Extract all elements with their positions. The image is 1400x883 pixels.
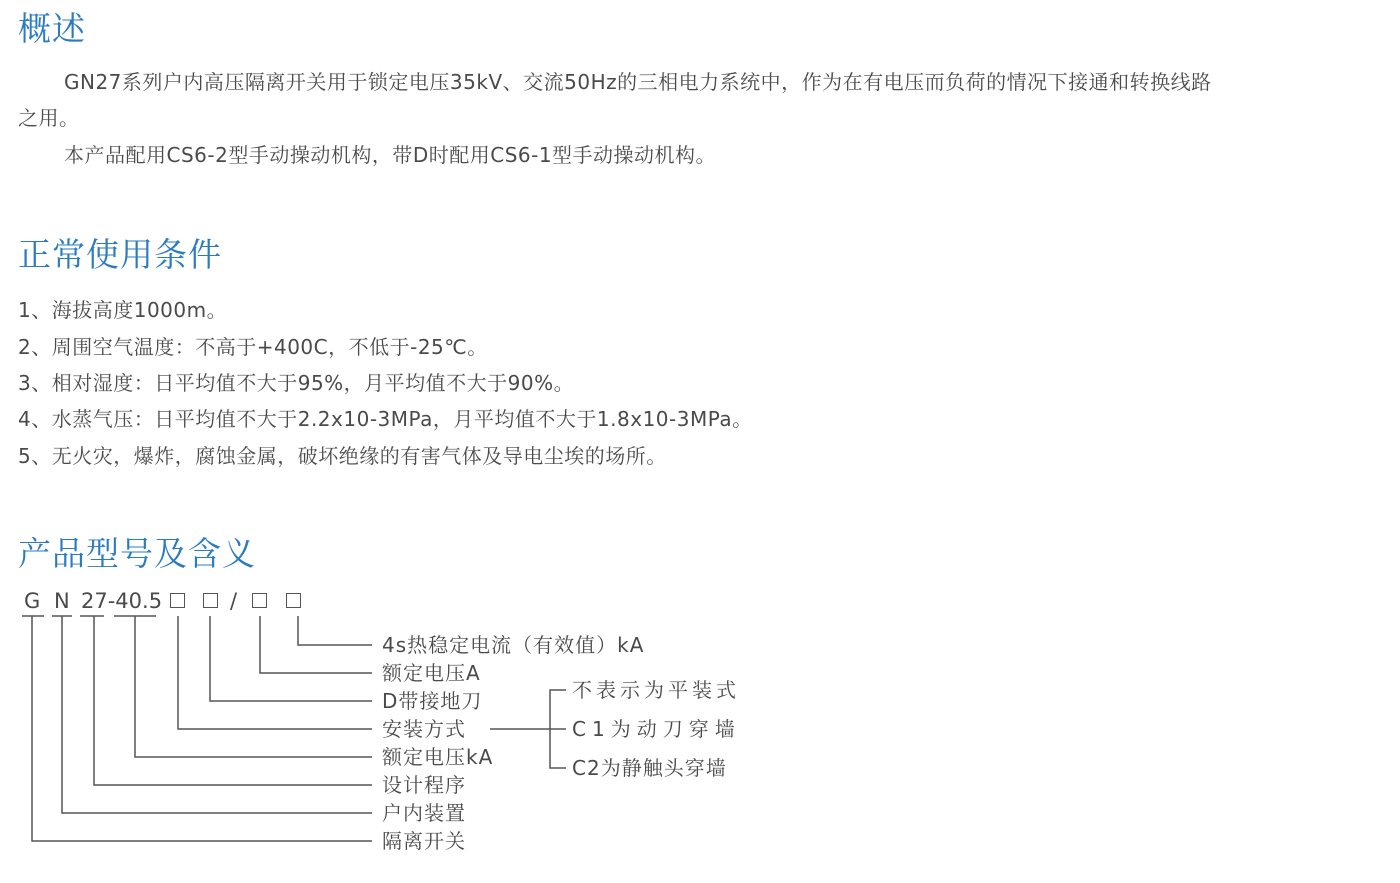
code-box-rated-current	[252, 593, 267, 608]
meaning-rated-current: 额定电压A	[382, 661, 481, 685]
meaning-disconnector: 隔离开关	[382, 829, 466, 853]
model-code	[18, 589, 338, 613]
code-number: 27-40.5	[81, 589, 163, 613]
list-item: 4、水蒸气压：日平均值不大于2.2x10-3MPa，月平均值不大于1.8x10-3MPa。	[18, 407, 753, 431]
code-box-install	[170, 593, 185, 608]
meaning-rated-voltage: 额定电压kA	[382, 745, 494, 769]
install-option-c2: C2为静触头穿墙	[572, 756, 727, 780]
meaning-grounding-blade: D带接地刀	[382, 689, 483, 713]
overview-heading: 概述	[18, 9, 86, 48]
overview-paragraph-2: 本产品配用CS6-2型手动操动机构，带D时配用CS6-1型手动操动机构。	[64, 143, 717, 167]
meaning-install-method: 安装方式	[382, 717, 466, 741]
install-option-c1: C1为动刀穿墙	[572, 717, 741, 741]
list-item: 2、周围空气温度：不高于+400C，不低于-25℃。	[18, 335, 488, 359]
code-slash: /	[230, 589, 238, 613]
install-option-flat: 不表示为平装式	[572, 678, 740, 702]
list-item: 3、相对湿度：日平均值不大于95%，月平均值不大于90%。	[18, 371, 575, 395]
meaning-indoor: 户内装置	[382, 801, 466, 825]
model-heading: 产品型号及含义	[18, 534, 256, 573]
code-letter-n: N	[54, 589, 70, 613]
overview-paragraph-line-2: 之用。	[18, 106, 80, 130]
list-item: 1、海拔高度1000m。	[18, 298, 228, 322]
meaning-thermal-current: 4s热稳定电流（有效值）kA	[382, 633, 645, 657]
code-box-thermal-current	[286, 593, 301, 608]
list-item: 5、无火灾，爆炸，腐蚀金属，破坏绝缘的有害气体及导电尘埃的场所。	[18, 444, 667, 468]
code-box-grounding	[203, 593, 218, 608]
overview-paragraph-line-1: GN27系列户内高压隔离开关用于锁定电压35kV、交流50Hz的三相电力系统中，作为在有电压而负荷的情况下接通和转换线路	[64, 70, 1212, 94]
conditions-heading: 正常使用条件	[18, 235, 222, 274]
meaning-design-sequence: 设计程序	[382, 773, 466, 797]
code-letter-g: G	[24, 589, 41, 613]
